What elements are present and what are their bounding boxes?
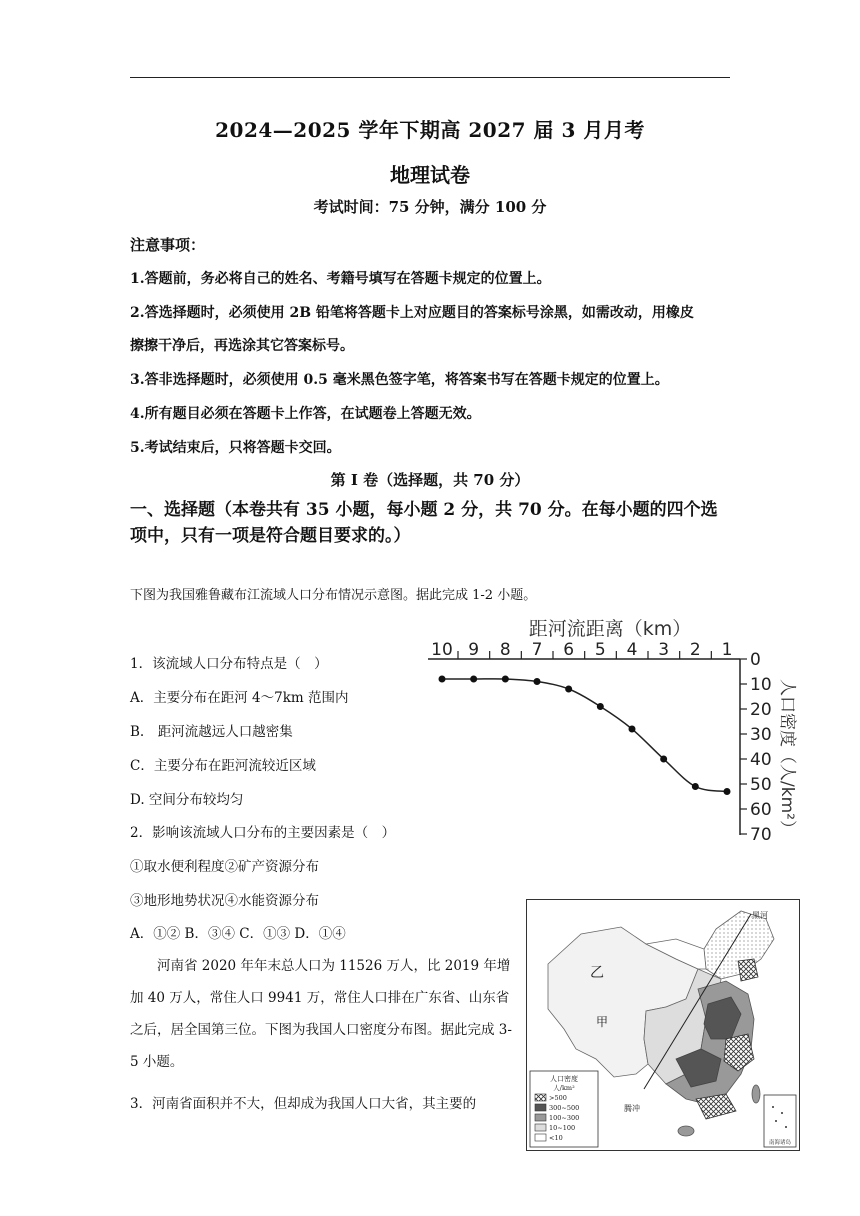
data-point — [565, 686, 572, 693]
exam-title: 2024—2025 学年下期高 2027 届 3 月月考 — [215, 118, 645, 142]
data-point — [629, 726, 636, 733]
y-tick-label: 30 — [750, 725, 772, 745]
x-tick-label: 5 — [594, 640, 606, 660]
y-tick-label: 0 — [750, 650, 761, 670]
y-tick-label: 20 — [750, 700, 772, 720]
y-tick-label: 10 — [750, 675, 772, 695]
exam-info: 考试时间：75 分钟，满分 100 分 — [313, 198, 547, 216]
note-item: 2.答选择题时，必须使用 2B 铅笔将答题卡上对应题目的答案标号涂黑，如需改动，用橡皮 — [130, 305, 694, 321]
legend-item: <10 — [549, 1134, 563, 1142]
x-tick-label: 7 — [531, 640, 543, 660]
south-sea-inset — [764, 1095, 796, 1147]
note-item: 擦擦干净后，再选涂其它答案标号。 — [130, 338, 354, 354]
header-rule — [130, 77, 730, 78]
data-point — [692, 783, 699, 790]
legend-item: 100~300 — [549, 1114, 580, 1122]
hainan — [678, 1126, 694, 1136]
note-item: 4.所有题目必须在答题卡上作答，在试题卷上答题无效。 — [130, 406, 481, 422]
legend-item: >500 — [549, 1094, 567, 1102]
x-tick-label: 4 — [626, 640, 638, 660]
y-tick-label: 70 — [750, 825, 772, 845]
data-point — [660, 756, 667, 763]
x-tick-label: 1 — [721, 640, 733, 660]
x-tick-label: 8 — [499, 640, 511, 660]
q2-line1: ①取水便利程度②矿产资源分布 — [130, 859, 319, 875]
data-point — [724, 788, 731, 795]
q2-options: A．①② B．③④ C．①③ D．①④ — [130, 926, 346, 942]
x-tick-label: 3 — [658, 640, 670, 660]
china-population-density-map — [526, 899, 800, 1151]
section-heading: 一、选择题（本卷共有 35 小题，每小题 2 分，共 70 分。在每小题的四个选项中，只有一项是符合题目要求的。） — [130, 500, 718, 546]
legend-unit: 人/km² — [553, 1084, 575, 1092]
label-jia: 甲 — [596, 1015, 609, 1029]
chart-title: 距河流距离（km） — [528, 618, 692, 640]
x-axis-ticks — [431, 640, 732, 660]
intro-text-1: 下图为我国雅鲁藏布江流域人口分布情况示意图。据此完成 1-2 小题。 — [130, 588, 537, 603]
q1-option-a: A．主要分布在距河 4～7km 范围内 — [130, 690, 349, 706]
x-tick-label: 10 — [431, 640, 453, 660]
label-tengchong: 腾冲 — [624, 1104, 640, 1113]
q1-option-d: D. 空间分布较均匀 — [130, 792, 244, 808]
data-point — [439, 676, 446, 683]
map-legend — [530, 1071, 598, 1147]
q1-option-b: B. 距河流越远人口越密集 — [130, 724, 293, 740]
y-axis-label: 人口密度（人/km²） — [777, 679, 797, 837]
series-line — [442, 679, 727, 792]
note-item: 1.答题前，务必将自己的姓名、考籍号填写在答题卡规定的位置上。 — [130, 271, 551, 287]
legend-item: 300~500 — [549, 1104, 580, 1112]
y-tick-label: 40 — [750, 750, 772, 770]
data-point — [597, 703, 604, 710]
x-tick-label: 2 — [689, 640, 701, 660]
y-tick-label: 50 — [750, 775, 772, 795]
note-item: 3.答非选择题时，必须使用 0.5 毫米黑色签字笔，将答案书写在答题卡规定的位置上。 — [130, 372, 669, 388]
label-islands: 南海诸岛 — [768, 1140, 792, 1146]
y-axis-ticks — [740, 650, 772, 845]
section-title: 第 I 卷（选择题，共 70 分） — [330, 471, 530, 489]
data-point — [502, 676, 509, 683]
note-item: 5.考试结束后，只将答题卡交回。 — [130, 440, 341, 456]
y-tick-label: 60 — [750, 800, 772, 820]
x-tick-label: 9 — [468, 640, 480, 660]
q2-line2: ③地形地势状况④水能资源分布 — [130, 893, 319, 909]
taiwan — [752, 1085, 760, 1103]
legend-title: 人口密度 — [550, 1075, 578, 1083]
q3-stem: 3．河南省面积并不大，但却成为我国人口大省，其主要的 — [130, 1096, 477, 1112]
x-tick-label: 6 — [563, 640, 575, 660]
region-densest-3 — [738, 959, 758, 981]
q1-stem: 1．该流域人口分布特点是（ ） — [130, 656, 328, 672]
population-distance-chart — [400, 615, 800, 845]
data-points — [439, 676, 731, 796]
notes-heading: 注意事项： — [130, 236, 206, 254]
data-point — [470, 676, 477, 683]
label-heihe: 黑河 — [752, 911, 768, 920]
subject-title: 地理试卷 — [390, 163, 470, 187]
data-point — [534, 678, 541, 685]
q2-stem: 2．影响该流域人口分布的主要因素是（ ） — [130, 825, 396, 841]
intro-text-2: 河南省 2020 年年末总人口为 11526 万人，比 2019 年增加 40 万人，常住人口 9941 万，常住人口排在广东省、山东省之后，居全国第三位。下图为我国人口密度分布图。据此完成 3-5 小题。 — [130, 958, 512, 1070]
label-yi: 乙 — [590, 965, 604, 981]
legend-item: 10~100 — [549, 1124, 576, 1132]
q1-option-c: C．主要分布在距河流较近区域 — [130, 758, 316, 774]
